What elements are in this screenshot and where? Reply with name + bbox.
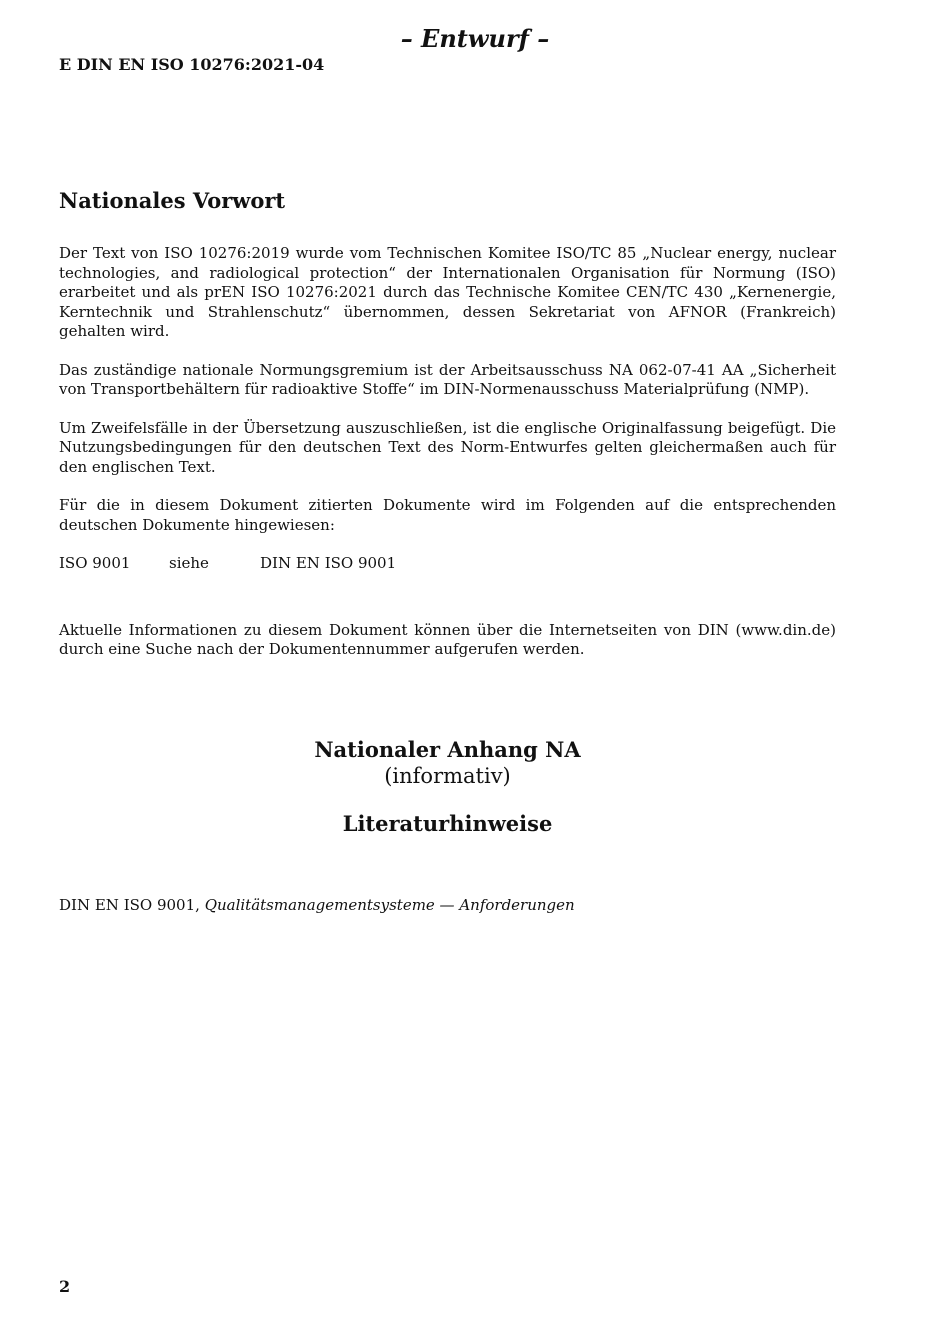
foreword-paragraph: Um Zweifelsfälle in der Übersetzung auszuschließen, ist die englische Originalfassung beigefügt. Die Nutzungsbedingungen für den deutschen Text des Norm-Entwurfes gelten gleichermaßen auch für den englischen Text. bbox=[59, 418, 836, 476]
foreword-title: Nationales Vorwort bbox=[59, 188, 286, 213]
page-number: 2 bbox=[59, 1277, 71, 1296]
document-id: E DIN EN ISO 10276:2021-04 bbox=[59, 55, 325, 74]
foreword-paragraph: Das zuständige nationale Normungsgremium ist der Arbeitsausschuss NA 062-07-41 AA „Sicherheit von Transportbehältern für radioaktive Stoffe“ im DIN-Normenausschuss Materialprüfung (NMP). bbox=[59, 360, 836, 398]
reference-din: DIN EN ISO 9001 bbox=[260, 554, 397, 572]
annex-title: Nationaler Anhang NA bbox=[314, 736, 581, 762]
national-annex bbox=[59, 737, 836, 837]
annex-subtitle: (informativ) bbox=[384, 763, 511, 788]
reference-iso: ISO 9001 bbox=[59, 554, 131, 572]
foreword-paragraph: Für die in diesem Dokument zitierten Dokumente wird im Folgenden auf die entsprechenden deutschen Dokumente hingewiesen: bbox=[59, 496, 836, 534]
bibliography-title: Qualitätsmanagementsysteme — Anforderungen bbox=[204, 895, 575, 914]
foreword-paragraph: Der Text von ISO 10276:2019 wurde vom Technischen Komitee ISO/TC 85 „Nuclear energy, nuclear technologies, and radiological protection“ der Internationalen Organisation für Normung (ISO) erarbeitet und als prEN ISO 10276:2021 durch das Technische Komitee CEN/TC 430 „Kernenergie, Kerntechnik und Strahlenschutz“ übernommen, dessen Sekretariat von AFNOR (Frankreich) gehalten wird. bbox=[59, 244, 836, 340]
bibliography-heading: Literaturhinweise bbox=[342, 810, 553, 836]
draft-mark: – Entwurf – bbox=[400, 24, 550, 53]
info-paragraph: Aktuelle Informationen zu diesem Dokument können über die Internetseiten von DIN (www.din.de) durch eine Suche nach der Dokumentennummer aufgerufen werden. bbox=[59, 620, 836, 658]
reference-row bbox=[59, 554, 836, 574]
bibliography-entry bbox=[59, 896, 836, 916]
reference-see: siehe bbox=[169, 554, 209, 572]
page-content bbox=[59, 186, 836, 915]
bibliography-ref: DIN EN ISO 9001, bbox=[59, 895, 200, 914]
